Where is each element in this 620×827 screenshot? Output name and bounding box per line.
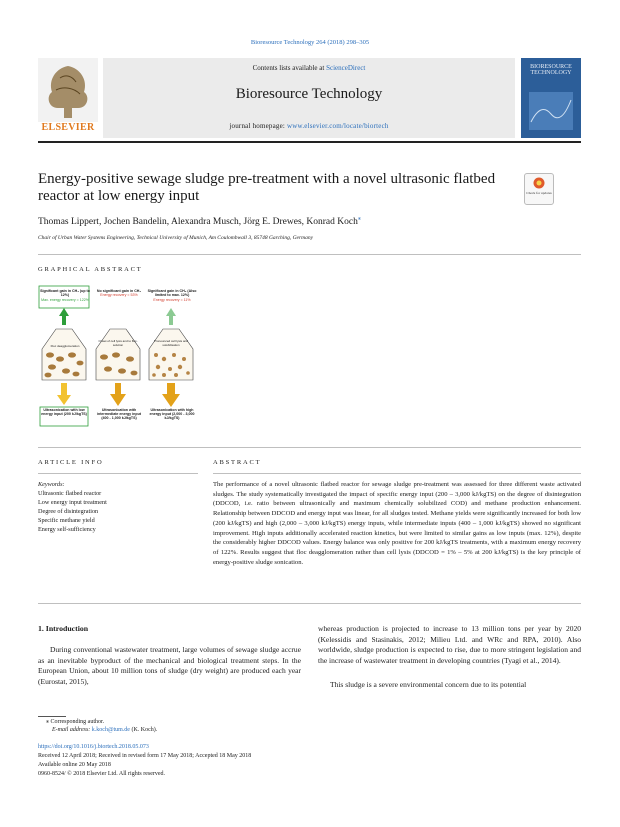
keyword-item: Low energy input treatment: [38, 499, 107, 506]
contents-line: [103, 64, 515, 72]
abstract-body: The performance of a novel ultrasonic flatbed reactor for sewage sludge pre-treatment was assessed for three different waste activated sludges. The study systematically investigated the impact of specific energy input (200 – 3,000 kJ/kgTS) on the degree of disintegration (DDCOD, i.e. ratio between ultrasonically and maximum chemically solubilized COD) and methane production enhancement. Relationship between DDCOD and energy input was linear, for all sludges tested. Methane yields were significantly increased for both low (200 kJ/kgTS) and high (2,000 – 3,000 kJ/kgTS) energy inputs, while intermediate inputs (400 – 1,000 kJ/kgTS) showed no significant improvement. High inputs additionally accelerated reaction kinetics, but were limited to similar gains as low inputs (max. 12%), despite the considerably higher DDCOD values. Energy balance was only positive for 200 kJ/kgTS treatments, with a maximum energy recovery of 122%. Results suggest that floc deagglomeration rather than cell lysis (DDCOD = 1% – 5% at 200 kJ/kgTS) is the key principle of energy-positive sludge sonication.: [213, 481, 581, 566]
ga-panel-1-bottom: Ultrasonication with low energy input (200 kJ/kgTS): [41, 408, 87, 417]
email-note: [52, 727, 157, 733]
graphical-abstract-figure: [38, 285, 198, 427]
ga-panel-1-inner: Floc deagglomeration: [50, 344, 80, 348]
affiliation: Chair of Urban Water Systems Engineering, Technical University of Munich, Am Coulombwall 3, 85748 Garching, Germany: [38, 235, 314, 241]
ga-panel-low: [39, 286, 89, 426]
ga-panel-3-bottom: Ultrasonication with high energy input (2,000 - 3,000 kJ/kgTS): [149, 408, 195, 421]
corresponding-note: ⁎ Corresponding author.: [46, 719, 105, 725]
ga-panel-1-top: Significant gain in CH₄ (up to 12%) Max. energy recovery = 122%: [40, 289, 90, 302]
email-label: E-mail address:: [52, 727, 92, 733]
email-suffix: (K. Koch).: [129, 727, 158, 733]
keyword-item: Specific methane yield: [38, 517, 95, 524]
ga-panel-intermediate: [96, 308, 140, 406]
elsevier-logo: [38, 58, 98, 138]
ga-panel-3-top: Significant gain in CH₄ (Also limited to max. 12%) Energy recovery = 11%: [147, 289, 197, 302]
article-info-heading: ARTICLE INFO: [38, 459, 104, 466]
ga-panel-2-bottom: Ultrasonication with intermediate energy input (400 - 1,000 kJ/kgTS): [97, 408, 141, 421]
keyword-item: Degree of disintegration: [38, 508, 99, 515]
intro-paragraph-3: This sludge is a severe environmental concern due to its potential: [330, 680, 527, 689]
doi-link[interactable]: https://doi.org/10.1016/j.biortech.2018.05.073: [38, 744, 149, 750]
sciencedirect-link[interactable]: ScienceDirect: [326, 64, 366, 72]
author-list: [38, 215, 361, 227]
abstract-rule: [213, 473, 581, 474]
journal-cover: [521, 58, 581, 138]
keywords-label: Keywords:: [38, 481, 65, 488]
footnote-rule: [38, 716, 66, 717]
graphical-abstract-heading: GRAPHICAL ABSTRACT: [38, 266, 143, 273]
intro-paragraph-2: whereas production is projected to increase to 13 million tons per year by 2020 (Kelessidis and Stasinakis, 2012; Milieu Ltd. and WRc and RPA, 2010). Also worldwide, sludge production is expected to rise, due to more stringent legislation and the increase of wastewater treatment in developing countries (Tyagi et al., 2014).: [318, 624, 581, 665]
divider-bottom: [38, 603, 581, 604]
ga-panel-2-inner: Onset of cell lysis and to floc-solution: [98, 339, 138, 347]
copyright: 0960-8524/ © 2018 Elsevier Ltd. All rights reserved.: [38, 771, 166, 777]
divider-top: [38, 254, 581, 255]
check-updates-label: Check for updates: [526, 191, 552, 195]
cover-graphic-icon: [529, 92, 573, 130]
email-link[interactable]: k.koch@tum.de: [91, 727, 130, 733]
available-date: Available online 20 May 2018: [38, 762, 111, 768]
cover-title: BIORESOURCE TECHNOLOGY: [530, 64, 572, 76]
elsevier-wordmark: ELSEVIER: [41, 122, 95, 133]
article-info-rule: [38, 473, 198, 474]
ga-panel-high: [149, 308, 193, 407]
homepage-prefix: journal homepage:: [229, 122, 288, 130]
keyword-item: Energy self-sufficiency: [38, 526, 96, 533]
journal-name: Bioresource Technology: [235, 86, 383, 102]
homepage-link[interactable]: www.elsevier.com/locate/biortech: [287, 122, 389, 130]
ga-panel-2-top: No significant gain in CH₄ Energy recovery = 53%: [96, 289, 142, 298]
authors-text: Thomas Lippert, Jochen Bandelin, Alexandra Musch, Jörg E. Drewes, Konrad Koch: [38, 217, 358, 228]
contents-prefix: Contents lists available at: [252, 64, 327, 72]
bookmark-icon: [533, 177, 545, 190]
article-title: Energy-positive sewage sludge pre-treatment with a novel ultrasonic flatbed reactor at low energy input: [38, 171, 496, 204]
divider-middle: [38, 447, 581, 448]
received-dates: Received 12 April 2018; Received in revised form 17 May 2018; Accepted 18 May 2018: [38, 753, 252, 759]
journal-citation[interactable]: Bioresource Technology 264 (2018) 298–305: [250, 39, 370, 46]
header-rule: [38, 141, 581, 143]
homepage-line: [103, 122, 515, 130]
journal-header: [103, 58, 515, 138]
ga-panel-3-inner: Pronounced cell lysis and solubilisation: [153, 339, 189, 347]
check-for-updates-button[interactable]: [524, 173, 554, 205]
abstract-heading: ABSTRACT: [213, 459, 262, 466]
introduction-heading: 1. Introduction: [38, 624, 89, 633]
keyword-item: Ultrasonic flatbed reactor: [38, 490, 102, 497]
intro-paragraph-1: During conventional wastewater treatment, large volumes of sewage sludge accrue as an inevitable byproduct of the mechanical and biological treatment steps. In the European Union, about 10 million tons of sludge (dry weight) are produced each year (Eurostat, 2015),: [38, 645, 301, 686]
corresponding-mark[interactable]: ⁎: [357, 216, 361, 222]
